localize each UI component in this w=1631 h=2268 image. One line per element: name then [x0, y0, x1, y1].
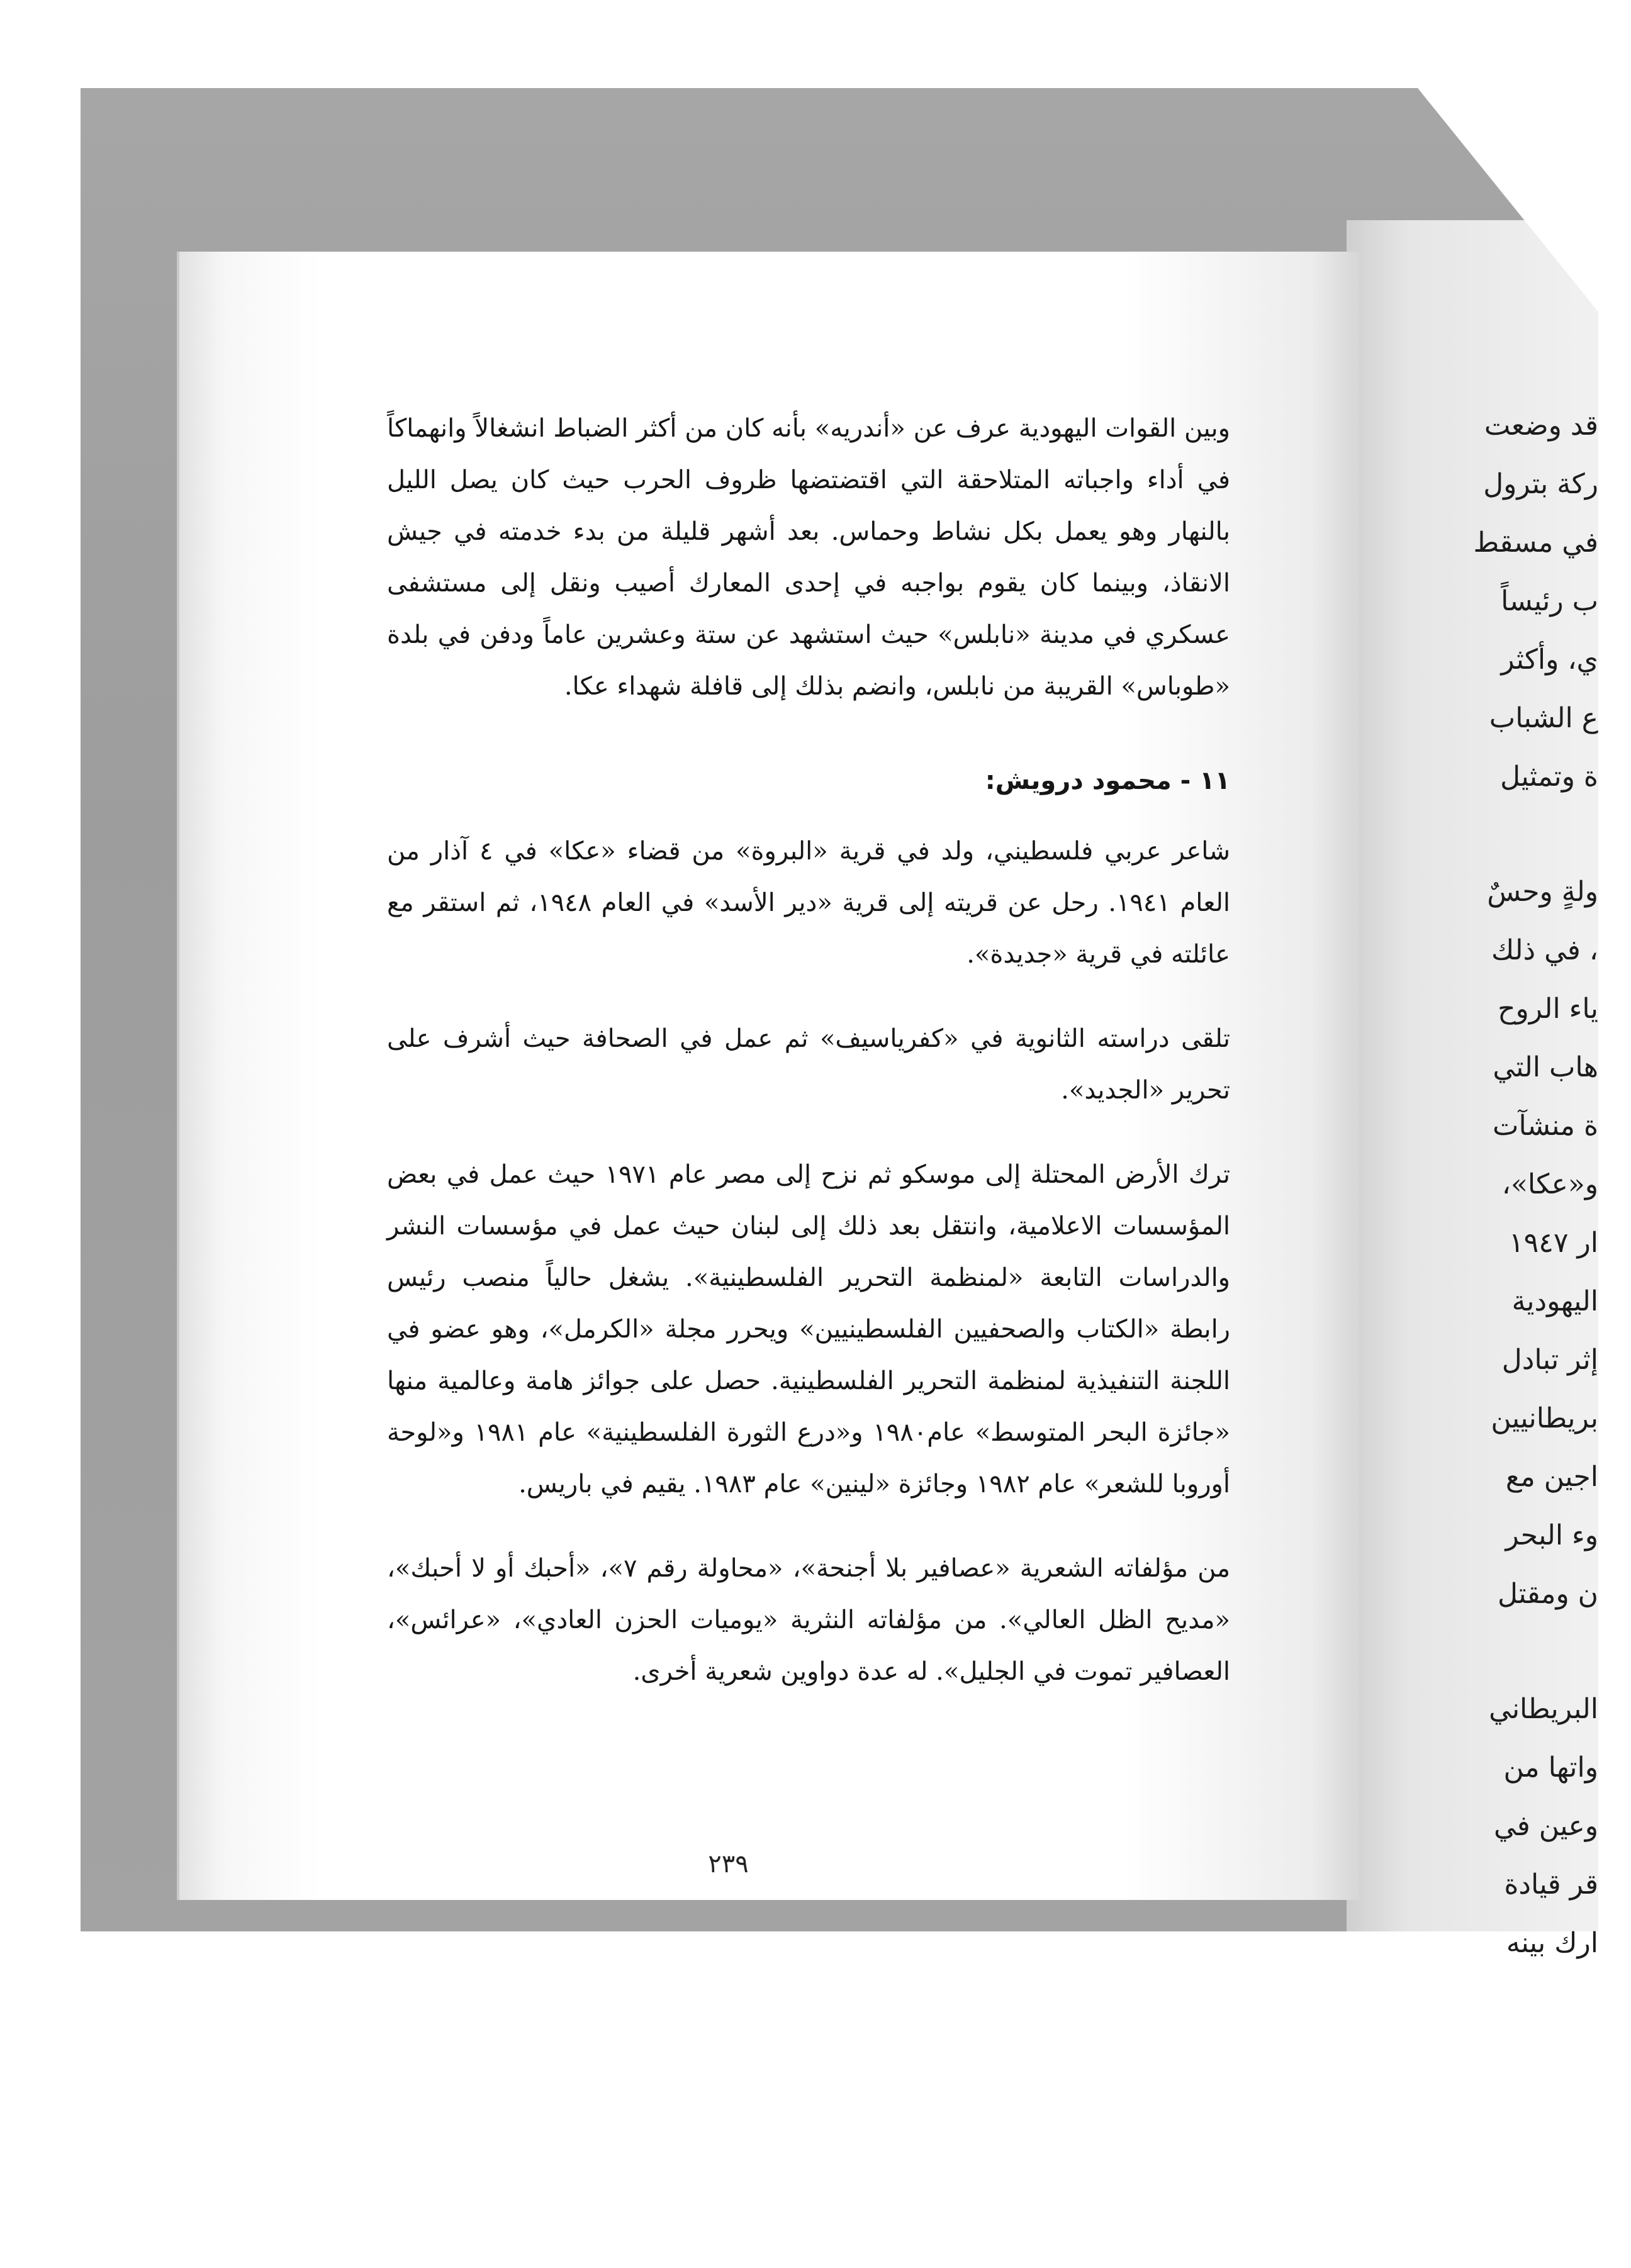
adjacent-line: ع الشباب	[1489, 702, 1598, 734]
paragraph-works: من مؤلفاته الشعرية «عصافير بلا أجنحة»، «محاولة رقم ٧»، «أحبك أو لا أحبك»، «مديح الظل العالي». من مؤلفاته النثرية «يوميات الحزن العادي»، «عرائس»، العصافير تموت في الجليل». له عدة دواوين شعرية أخرى.	[387, 1554, 1230, 1686]
adjacent-line: ركة بترول	[1483, 468, 1598, 500]
adjacent-line: وعين في	[1494, 1810, 1598, 1842]
adjacent-line: بريطانيين	[1491, 1402, 1598, 1434]
adjacent-line: وء البحر	[1505, 1519, 1598, 1551]
adjacent-line: البريطاني	[1489, 1693, 1598, 1725]
adjacent-line: ياء الروح	[1498, 993, 1598, 1025]
page-number: ٢٣٩	[708, 1850, 749, 1879]
adjacent-line: قد وضعت	[1484, 410, 1598, 442]
paragraph-birth: شاعر عربي فلسطيني، ولد في قرية «البروة» من قضاء «عكا» في ٤ آذار من العام ١٩٤١. رحل عن قريته إلى قرية «دير الأسد» في العام ١٩٤٨، ثم استقر مع عائلته في قرية «جديدة».	[387, 837, 1231, 969]
adjacent-line: اليهودية	[1511, 1285, 1598, 1317]
paragraph-andre: وبين القوات اليهودية عرف عن «أندريه» بأنه كان من أكثر الضباط انشغالاً وانهماكاً في أداء واجباته المتلاحقة التي اقتضتضها ظروف الحرب حيث كان يصل الليل بالنهار وهو يعمل بكل نشاط وحماس. بعد أشهر قليلة من بدء خدمته في جيش الانقاذ، وبينما كان يقوم بواجبه في إحدى المعارك أصيب ونقل إلى مستشفى عسكري في مدينة «نابلس» حيث استشهد عن ستة وعشرين عاماً ودفن في بلدة «طوباس» القريبة من نابلس، وانضم بذلك إلى قافلة شهداء عكا.	[387, 414, 1230, 701]
adjacent-line: قر قيادة	[1504, 1869, 1598, 1901]
cut-corner	[1347, 0, 1631, 352]
adjacent-line: ن ومقتل	[1498, 1578, 1598, 1610]
paragraph-education: تلقى دراسته الثانوية في «كفرياسيف» ثم عمل في الصحافة حيث أشرف على تحرير «الجديد».	[387, 1024, 1230, 1105]
adjacent-line: ، في ذلك	[1491, 934, 1598, 966]
adjacent-line: ولةٍ وحسٌ	[1487, 876, 1598, 908]
adjacent-line: في مسقط	[1473, 527, 1598, 559]
adjacent-line: ارك بينه	[1506, 1927, 1598, 1959]
adjacent-line: إثر تبادل	[1501, 1344, 1598, 1376]
adjacent-page-text	[1384, 396, 1598, 1972]
page-body	[387, 403, 1230, 1730]
section-heading: ١١ - محمود درويش:	[985, 766, 1230, 795]
adjacent-line: و«عكا»،	[1501, 1168, 1598, 1200]
adjacent-line: اجين مع	[1505, 1461, 1598, 1493]
adjacent-line: واتها من	[1503, 1751, 1598, 1784]
adjacent-page	[1347, 220, 1598, 1959]
adjacent-line: هاب التي	[1493, 1051, 1598, 1083]
adjacent-line: ة منشآت	[1493, 1110, 1598, 1142]
paragraph-career: ترك الأرض المحتلة إلى موسكو ثم نزح إلى مصر عام ١٩٧١ حيث عمل في بعض المؤسسات الاعلامية، وانتقل بعد ذلك إلى لبنان حيث عمل في مؤسسات النشر والدراسات التابعة «لمنظمة التحرير الفلسطينية». يشغل حالياً منصب رئيس رابطة «الكتاب والصحفيين الفلسطينيين» ويحرر مجلة «الكرمل»، وهو عضو في اللجنة التنفيذية لمنظمة التحرير الفلسطينية. حصل على جوائز هامة وعالمية منها «جائزة البحر المتوسط» عام١٩٨٠ و«درع الثورة الفلسطينية» عام ١٩٨١ و«لوحة أوروبا للشعر» عام ١٩٨٢ وجائزة «لينين» عام ١٩٨٣. يقيم في باريس.	[387, 1160, 1231, 1499]
adjacent-line: ب رئيساً	[1501, 585, 1598, 617]
adjacent-line: ي، وأكثر	[1501, 644, 1598, 676]
adjacent-line: ة وتمثيل	[1500, 761, 1598, 793]
book-page	[179, 252, 1359, 1900]
adjacent-line: ار ١٩٤٧	[1509, 1227, 1598, 1259]
